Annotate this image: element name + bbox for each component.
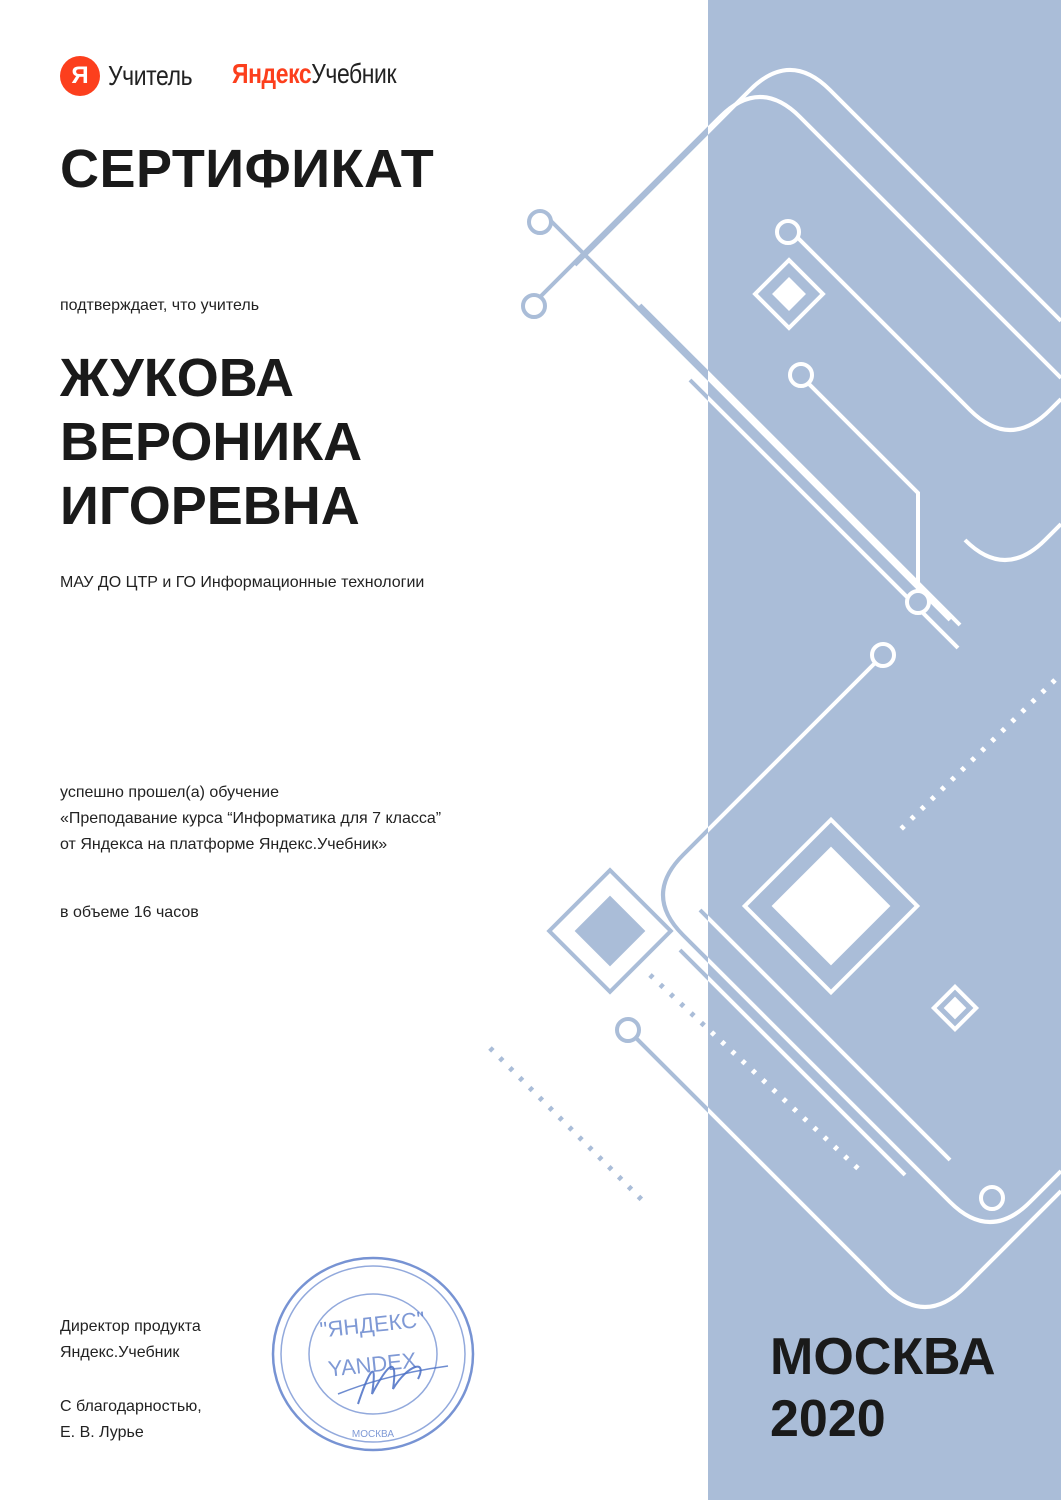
teacher-first-name: ВЕРОНИКА — [60, 412, 363, 472]
company-stamp — [268, 1254, 478, 1454]
teacher-patronymic: ИГОРЕВНА — [60, 476, 360, 536]
confirms-text: подтверждает, что учитель — [60, 297, 260, 314]
yandex-uchebnik-logo — [232, 58, 396, 90]
uchebnik-logo-text: Учебник — [311, 58, 397, 89]
city-year — [770, 1326, 996, 1450]
signatory-thanks — [60, 1394, 202, 1446]
thanks-line: С благодарностью, — [60, 1398, 202, 1415]
teacher-name — [60, 346, 362, 538]
stamp-city: МОСКВА — [351, 1429, 395, 1440]
position-line: Яндекс.Учебник — [60, 1344, 180, 1361]
volume-text: в объеме 16 часов — [60, 904, 199, 921]
city-name: МОСКВА — [770, 1328, 996, 1386]
signatory-name: Е. В. Лурье — [60, 1424, 144, 1441]
teacher-surname: ЖУКОВА — [60, 348, 295, 408]
completion-text — [60, 780, 441, 858]
platform-line: от Яндекса на платформе Яндекс.Учебник» — [60, 836, 388, 853]
year: 2020 — [770, 1390, 886, 1448]
stamp-center-bottom: YANDEX — [326, 1347, 418, 1382]
yandex-ya-icon: Я — [60, 56, 100, 96]
certificate-title: СЕРТИФИКАТ — [60, 139, 435, 199]
organization-text: МАУ ДО ЦТР и ГО Информационные технологии — [60, 574, 425, 591]
completion-line: успешно прошел(а) обучение — [60, 784, 280, 801]
yandex-uchitel-logo — [60, 56, 211, 96]
stamp-center-top: "ЯНДЕКС" — [318, 1306, 426, 1343]
uchitel-logo-text: Учитель — [108, 60, 193, 91]
position-line: Директор продукта — [60, 1318, 201, 1335]
yandex-logo-text: Яндекс — [232, 58, 312, 89]
course-line: «Преподавание курса “Информатика для 7 класса” — [60, 810, 442, 827]
signatory-position — [60, 1314, 201, 1366]
